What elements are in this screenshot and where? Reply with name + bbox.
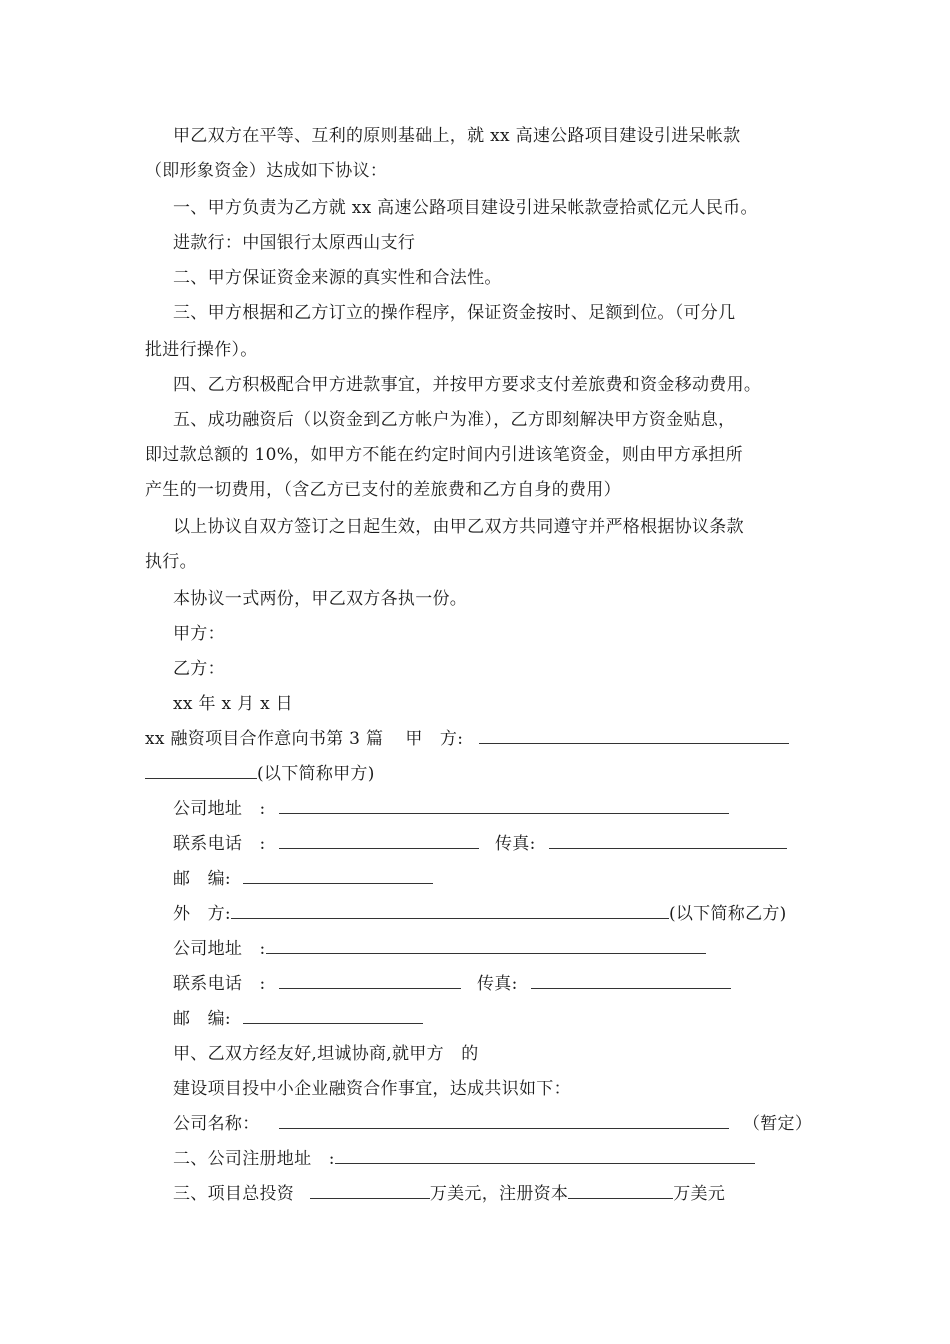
reg-address-blank <box>335 1147 755 1164</box>
address-2-line <box>173 937 706 961</box>
effect-line-1: 以上协议自双方签订之日起生效，由甲乙双方共同遵守并严格根据协议条款 <box>173 517 744 537</box>
investment-unit: 万美元，注册资本 <box>429 1184 569 1204</box>
party-foreign-line <box>173 902 787 926</box>
phone-fax-line <box>173 832 787 856</box>
investment-blank <box>310 1182 430 1199</box>
effect-line-2: 执行。 <box>145 552 197 572</box>
party-a-blank <box>479 727 789 744</box>
clause-5-line-2: 即过款总额的 10%，如甲方不能在约定时间内引进该笔资金，则由甲方承担所 <box>145 445 743 465</box>
copies-line: 本协议一式两份，甲乙双方各执一份。 <box>173 589 468 609</box>
party-a-blank-cont <box>145 762 257 779</box>
fax-2-label: 传真: <box>476 974 518 994</box>
party-foreign-blank <box>231 902 669 919</box>
zip-line <box>173 867 433 891</box>
phone-label: 联系电话 : <box>173 834 266 854</box>
consensus-line-1: 甲、乙双方经友好,坦诚协商,就甲方 的 <box>173 1044 479 1064</box>
phone-fax-2-line <box>173 972 731 996</box>
company-name-blank <box>279 1112 729 1129</box>
address-2-label: 公司地址 : <box>173 939 266 959</box>
fax-2-blank <box>531 972 731 989</box>
investment-label: 三、项目总投资 <box>173 1184 295 1204</box>
capital-unit: 万美元 <box>673 1184 726 1204</box>
capital-blank <box>568 1182 673 1199</box>
party-a-signature: 甲方： <box>173 624 225 644</box>
investment-line <box>173 1182 725 1206</box>
bank-line: 进款行：中国银行太原西山支行 <box>173 233 416 253</box>
clause-3-line-1: 三、甲方根据和乙方订立的操作程序，保证资金按时、足额到位。（可分几 <box>173 303 736 323</box>
zip-2-line <box>173 1007 423 1031</box>
zip-2-label: 邮 编: <box>173 1009 231 1029</box>
address-line <box>173 797 729 821</box>
clause-1: 一、甲方负责为乙方就 xx 高速公路项目建设引进呆帐款壹拾贰亿元人民币。 <box>173 198 758 218</box>
phone-2-blank <box>279 972 461 989</box>
address-2-blank <box>266 937 706 954</box>
intent-heading-line <box>145 727 789 751</box>
zip-label: 邮 编: <box>173 869 231 889</box>
clause-2: 二、甲方保证资金来源的真实性和合法性。 <box>173 268 502 288</box>
company-name-note: （暂定） <box>742 1114 813 1134</box>
clause-4: 四、乙方积极配合甲方进款事宜，并按甲方要求支付差旅费和资金移动费用。 <box>173 375 762 395</box>
reg-address-label: 二、公司注册地址 : <box>173 1149 335 1169</box>
party-a-note: (以下简称甲方) <box>257 764 375 784</box>
address-blank <box>279 797 729 814</box>
zip-blank <box>243 867 433 884</box>
phone-blank <box>279 832 479 849</box>
party-b-signature: 乙方： <box>173 659 225 679</box>
date-line: xx 年 x 月 x 日 <box>173 694 293 714</box>
fax-blank <box>549 832 787 849</box>
company-name-line <box>173 1112 812 1136</box>
reg-address-line <box>173 1147 755 1171</box>
clause-5-line-1: 五、成功融资后（以资金到乙方帐户为准），乙方即刻解决甲方资金贴息， <box>173 410 736 430</box>
fax-label: 传真: <box>494 834 536 854</box>
party-a-label: 甲 方: <box>405 729 464 749</box>
intent-heading: xx 融资项目合作意向书第 3 篇 <box>145 729 384 749</box>
address-label: 公司地址 : <box>173 799 266 819</box>
clause-5-line-3: 产生的一切费用，（含乙方已支付的差旅费和乙方自身的费用） <box>145 480 621 500</box>
party-foreign-note: (以下简称乙方) <box>668 904 787 924</box>
clause-3-line-2: 批进行操作）。 <box>145 340 258 360</box>
company-name-label: 公司名称： <box>173 1114 260 1134</box>
intro-line-2: （即形象资金）达成如下协议： <box>145 161 388 181</box>
zip-2-blank <box>243 1007 423 1024</box>
intro-line-1: 甲乙双方在平等、互利的原则基础上，就 xx 高速公路项目建设引进呆帐款 <box>173 126 741 146</box>
phone-2-label: 联系电话 : <box>173 974 266 994</box>
party-a-note-line <box>145 762 375 786</box>
party-foreign-label: 外 方: <box>173 904 231 924</box>
consensus-line-2: 建设项目投中小企业融资合作事宜，达成共识如下： <box>173 1079 571 1099</box>
